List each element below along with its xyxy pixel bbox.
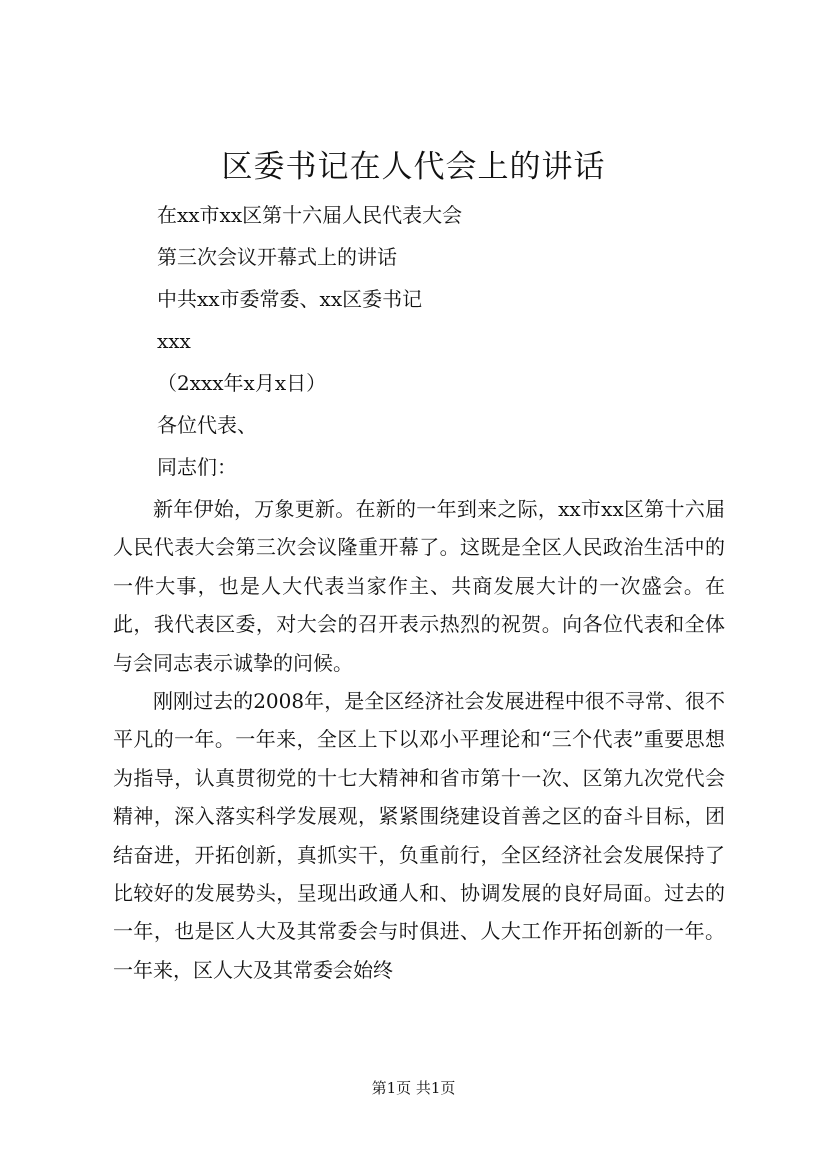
- meeting-line-2: 第三次会议开幕式上的讲话: [157, 245, 397, 269]
- page-footer: 第1页 共1页: [371, 1079, 456, 1097]
- salutation-line-1: 各位代表、: [157, 413, 257, 437]
- salutation-line-2: 同志们：: [157, 455, 237, 479]
- speech-header: [157, 194, 717, 488]
- document-title: 区委书记在人代会上的讲话: [221, 149, 606, 185]
- speaker-title: 中共xx市委常委、xx区委书记: [157, 287, 423, 311]
- speech-body: [113, 490, 725, 989]
- body-paragraph-2: 刚刚过去的2008年，是全区经济社会发展进程中很不寻常、很不平凡的一年。一年来，全区上下以邓小平理论和“三个代表”重要思想为指导，认真贯彻党的十七大精神和省市第十一次、区第九次党代会精神，深入落实科学发展观，紧紧围绕建设首善之区的奋斗目标，团结奋进，开拓创新，真抓实干，负重前行，全区经济社会发展保持了比较好的发展势头，呈现出政通人和、协调发展的良好局面。过去的一年，也是区人大及其常委会与时俱进、人大工作开拓创新的一年。一年来，区人大及其常委会始终: [113, 689, 725, 982]
- speaker-name: xxx: [157, 329, 191, 353]
- meeting-line-1: 在xx市xx区第十六届人民代表大会: [157, 203, 463, 227]
- speech-date: （2xxx年x月x日）: [157, 371, 327, 395]
- body-paragraph-1: 新年伊始，万象更新。在新的一年到来之际，xx市xx区第十六届人民代表大会第三次会议隆重开幕了。这既是全区人民政治生活中的一件大事，也是人大代表当家作主、共商发展大计的一次盛会。在此，我代表区委，对大会的召开表示热烈的祝贺。向各位代表和全体与会同志表示诚挚的问候。: [113, 497, 725, 675]
